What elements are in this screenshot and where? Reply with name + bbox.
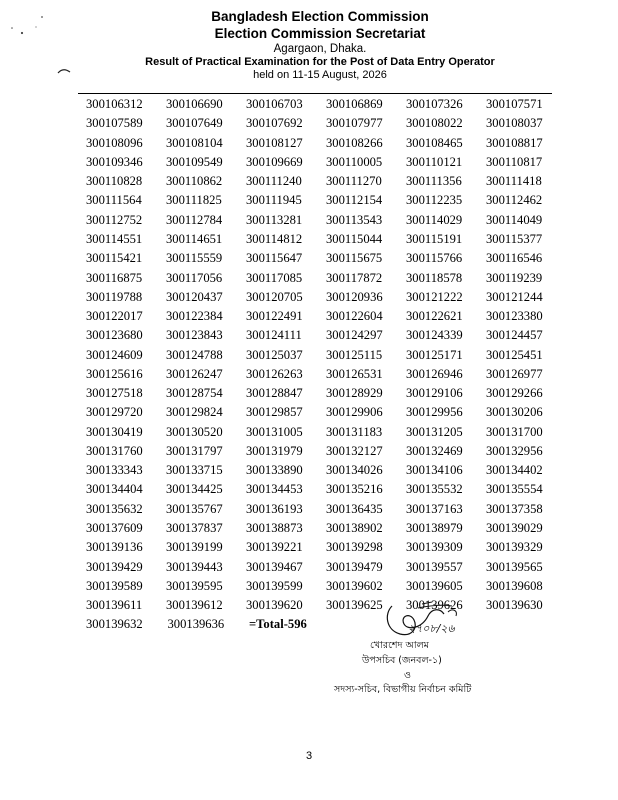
speck — [35, 26, 36, 27]
roll-number: 300126977 — [486, 366, 543, 381]
roll-number: 300111270 — [326, 174, 382, 189]
table-row — [86, 153, 566, 172]
roll-number: 300138902 — [326, 520, 383, 535]
roll-number: 300123843 — [166, 328, 223, 343]
roll-number: 300115377 — [486, 231, 543, 246]
signature-date: ২৭০৮/২৬ — [408, 622, 455, 635]
roll-number: 300106690 — [166, 97, 223, 112]
roll-number: 300124111 — [246, 328, 302, 343]
roll-number: 300107692 — [246, 116, 303, 131]
table-row — [86, 191, 566, 210]
roll-number: 300139309 — [406, 540, 463, 555]
roll-number: 300120437 — [166, 289, 223, 304]
roll-number: 300116875 — [86, 270, 143, 285]
table-row — [86, 365, 566, 384]
roll-number: 300122621 — [406, 309, 463, 324]
table-row — [86, 615, 566, 634]
roll-number: 300109549 — [166, 154, 223, 169]
roll-number: 300125037 — [246, 347, 303, 362]
roll-number: 300132469 — [406, 443, 463, 458]
roll-number: 300130206 — [486, 405, 543, 420]
roll-number: 300108104 — [166, 135, 223, 150]
total-count: =Total-596 — [249, 617, 307, 632]
roll-number: 300139443 — [166, 559, 223, 574]
roll-number: 300129906 — [326, 405, 383, 420]
document-header — [120, 8, 520, 82]
roll-number: 300139589 — [86, 578, 143, 593]
roll-number: 300130520 — [166, 424, 223, 439]
table-row — [86, 345, 566, 364]
speck — [11, 27, 13, 29]
roll-number: 300111356 — [406, 174, 462, 189]
roll-number: 300139632 — [86, 617, 143, 632]
roll-number: 300126531 — [326, 366, 383, 381]
roll-number: 300139630 — [486, 598, 543, 613]
roll-number: 300117056 — [166, 270, 223, 285]
roll-number: 300137163 — [406, 501, 463, 516]
table-row — [86, 307, 566, 326]
roll-number: 300114651 — [166, 231, 223, 246]
roll-number: 300139429 — [86, 559, 143, 574]
roll-number: 300131005 — [246, 424, 303, 439]
roll-number: 300129106 — [406, 386, 463, 401]
roll-number: 300137358 — [486, 501, 543, 516]
roll-number: 300122604 — [326, 309, 383, 324]
roll-number: 300125451 — [486, 347, 543, 362]
table-row — [86, 384, 566, 403]
roll-number: 300111418 — [486, 174, 542, 189]
signatory-name: খোরশেদ আলম — [370, 640, 429, 651]
roll-number: 300134404 — [86, 482, 143, 497]
roll-number: 300139636 — [167, 617, 225, 632]
roll-number: 300112462 — [486, 193, 543, 208]
roll-number: 300135532 — [406, 482, 463, 497]
table-row — [86, 95, 566, 114]
roll-number: 300131205 — [406, 424, 463, 439]
roll-number: 300131760 — [86, 443, 143, 458]
roll-number: 300132127 — [326, 443, 383, 458]
roll-number: 300107649 — [166, 116, 223, 131]
roll-number: 300110121 — [406, 154, 463, 169]
roll-number: 300114812 — [246, 231, 303, 246]
table-row — [86, 442, 566, 461]
roll-number: 300139599 — [246, 578, 303, 593]
roll-number: 300111945 — [246, 193, 302, 208]
roll-number: 300122491 — [246, 309, 303, 324]
roll-number: 300108127 — [246, 135, 303, 150]
roll-number: 300134026 — [326, 463, 383, 478]
roll-number: 300131797 — [166, 443, 223, 458]
roll-number: 300120705 — [246, 289, 303, 304]
roll-number: 300112235 — [406, 193, 463, 208]
roll-number: 300139625 — [326, 598, 383, 613]
roll-number: 300139029 — [486, 520, 543, 535]
roll-number: 300108817 — [486, 135, 543, 150]
roll-number: 300119239 — [486, 270, 543, 285]
roll-number: 300106312 — [86, 97, 143, 112]
roll-number: 300139612 — [166, 598, 223, 613]
conjunction-text: ও — [404, 670, 411, 681]
edge-mark — [58, 70, 70, 73]
roll-number: 300107326 — [406, 97, 463, 112]
roll-number: 300112752 — [86, 212, 143, 227]
roll-number: 300110817 — [486, 154, 543, 169]
roll-number: 300139199 — [166, 540, 223, 555]
signatory-designation: উপসচিব (জনবল-১) — [362, 655, 442, 666]
table-row — [86, 500, 566, 519]
roll-number: 300119788 — [86, 289, 143, 304]
table-row — [86, 557, 566, 576]
scan-specks — [0, 0, 80, 80]
table-row — [86, 480, 566, 499]
roll-number: 300139595 — [166, 578, 223, 593]
roll-number: 300125171 — [406, 347, 463, 362]
roll-number: 300108037 — [486, 116, 543, 131]
roll-number: 300126247 — [166, 366, 223, 381]
roll-number: 300122017 — [86, 309, 143, 324]
roll-number: 300134425 — [166, 482, 223, 497]
roll-number: 300126263 — [246, 366, 303, 381]
roll-number: 300114049 — [486, 212, 543, 227]
roll-number: 300129720 — [86, 405, 143, 420]
roll-number: 300124609 — [86, 347, 143, 362]
table-row — [86, 403, 566, 422]
roll-number: 300111825 — [166, 193, 222, 208]
roll-number: 300139565 — [486, 559, 543, 574]
org-name: Bangladesh Election Commission — [211, 9, 429, 24]
roll-number: 300131183 — [326, 424, 383, 439]
roll-number: 300134453 — [246, 482, 303, 497]
roll-number: 300118578 — [406, 270, 463, 285]
table-row — [86, 114, 566, 133]
roll-number: 300113543 — [326, 212, 383, 227]
page-number: 3 — [305, 750, 313, 762]
roll-number: 300139467 — [246, 559, 303, 574]
table-row — [86, 172, 566, 191]
roll-number: 300139602 — [326, 578, 383, 593]
roll-number: 300127518 — [86, 386, 143, 401]
roll-number: 300112154 — [326, 193, 383, 208]
table-row — [86, 326, 566, 345]
roll-number: 300126946 — [406, 366, 463, 381]
table-row — [86, 519, 566, 538]
roll-number: 300116546 — [486, 251, 543, 266]
roll-number: 300115044 — [326, 231, 383, 246]
speck — [21, 32, 23, 34]
roll-number: 300131700 — [486, 424, 543, 439]
roll-number: 300110862 — [166, 174, 223, 189]
document-title: Result of Practical Examination for the Post of Data Entry Operator — [145, 56, 495, 68]
exam-dates: held on 11-15 August, 2026 — [253, 69, 387, 81]
table-row — [86, 211, 566, 230]
table-row — [86, 423, 566, 442]
signatory-role: সদস্য-সচিব, বিভাগীয় নির্বাচন কমিটি — [334, 684, 472, 695]
roll-number: 300106703 — [246, 97, 303, 112]
roll-number: 300139557 — [406, 559, 463, 574]
table-row — [86, 596, 566, 615]
roll-number: 300139605 — [406, 578, 463, 593]
roll-number: 300139608 — [486, 578, 543, 593]
roll-number: 300115559 — [166, 251, 223, 266]
roll-number: 300139298 — [326, 540, 383, 555]
roll-number: 300135632 — [86, 501, 143, 516]
roll-number: 300136435 — [326, 501, 383, 516]
roll-number: 300124297 — [326, 328, 383, 343]
roll-number: 300109669 — [246, 154, 303, 169]
roll-number: 300107589 — [86, 116, 143, 131]
roll-number: 300129266 — [486, 386, 543, 401]
roll-number: 300131979 — [246, 443, 303, 458]
roll-number: 300137837 — [166, 520, 223, 535]
roll-number: 300106869 — [326, 97, 383, 112]
roll-number: 300139136 — [86, 540, 143, 555]
roll-number: 300121244 — [486, 289, 543, 304]
roll-number: 300111564 — [86, 193, 142, 208]
signature — [378, 598, 488, 642]
roll-number: 300115675 — [326, 251, 383, 266]
roll-number: 300133890 — [246, 463, 303, 478]
roll-number: 300128754 — [166, 386, 223, 401]
roll-number: 300137609 — [86, 520, 143, 535]
roll-number: 300133343 — [86, 463, 143, 478]
roll-number: 300139611 — [86, 598, 143, 613]
roll-number: 300112784 — [166, 212, 223, 227]
roll-number: 300113281 — [246, 212, 303, 227]
roll-number: 300114551 — [86, 231, 143, 246]
roll-number: 300115421 — [86, 251, 143, 266]
roll-number: 300128929 — [326, 386, 383, 401]
roll-number: 300125115 — [326, 347, 383, 362]
roll-number: 300129857 — [246, 405, 303, 420]
roll-number: 300129824 — [166, 405, 223, 420]
table-row — [86, 538, 566, 557]
table-row — [86, 288, 566, 307]
table-row — [86, 577, 566, 596]
header-divider — [78, 93, 552, 94]
roll-number: 300132956 — [486, 443, 543, 458]
roll-number: 300109346 — [86, 154, 143, 169]
roll-number: 300139620 — [246, 598, 303, 613]
roll-number: 300107571 — [486, 97, 543, 112]
roll-number: 300123680 — [86, 328, 143, 343]
roll-number: 300138873 — [246, 520, 303, 535]
roll-number: 300124457 — [486, 328, 543, 343]
roll-number: 300134402 — [486, 463, 543, 478]
roll-number: 300111240 — [246, 174, 302, 189]
table-row — [86, 461, 566, 480]
roll-number: 300115647 — [246, 251, 303, 266]
roll-number: 300138979 — [406, 520, 463, 535]
roll-number: 300139329 — [486, 540, 543, 555]
roll-number: 300139626 — [406, 598, 463, 613]
roll-number: 300117872 — [326, 270, 383, 285]
roll-number: 300128847 — [246, 386, 303, 401]
table-row — [86, 268, 566, 287]
roll-number: 300108096 — [86, 135, 143, 150]
results-list — [86, 95, 566, 634]
roll-number: 300120936 — [326, 289, 383, 304]
secretariat-name: Election Commission Secretariat — [214, 26, 426, 41]
roll-number: 300139479 — [326, 559, 383, 574]
roll-number: 300133715 — [166, 463, 223, 478]
roll-number: 300110828 — [86, 174, 143, 189]
roll-number: 300115766 — [406, 251, 463, 266]
speck — [41, 16, 43, 18]
roll-number: 300136193 — [246, 501, 303, 516]
roll-number: 300130419 — [86, 424, 143, 439]
roll-number: 300108266 — [326, 135, 383, 150]
roll-number: 300107977 — [326, 116, 383, 131]
roll-number: 300108022 — [406, 116, 463, 131]
roll-number: 300135216 — [326, 482, 383, 497]
roll-number: 300134106 — [406, 463, 463, 478]
table-row — [86, 249, 566, 268]
roll-number: 300139221 — [246, 540, 303, 555]
roll-number: 300114029 — [406, 212, 463, 227]
roll-number: 300124339 — [406, 328, 463, 343]
roll-number: 300115191 — [406, 231, 463, 246]
roll-number: 300110005 — [326, 154, 383, 169]
table-row — [86, 230, 566, 249]
address: Agargaon, Dhaka. — [273, 43, 367, 55]
roll-number: 300135554 — [486, 482, 543, 497]
roll-number: 300121222 — [406, 289, 463, 304]
roll-number: 300135767 — [166, 501, 223, 516]
roll-number: 300125616 — [86, 366, 143, 381]
roll-number: 300117085 — [246, 270, 303, 285]
table-row — [86, 134, 566, 153]
roll-number: 300122384 — [166, 309, 223, 324]
roll-number: 300123380 — [486, 309, 543, 324]
roll-number: 300129956 — [406, 405, 463, 420]
roll-number: 300108465 — [406, 135, 463, 150]
roll-number: 300124788 — [166, 347, 223, 362]
